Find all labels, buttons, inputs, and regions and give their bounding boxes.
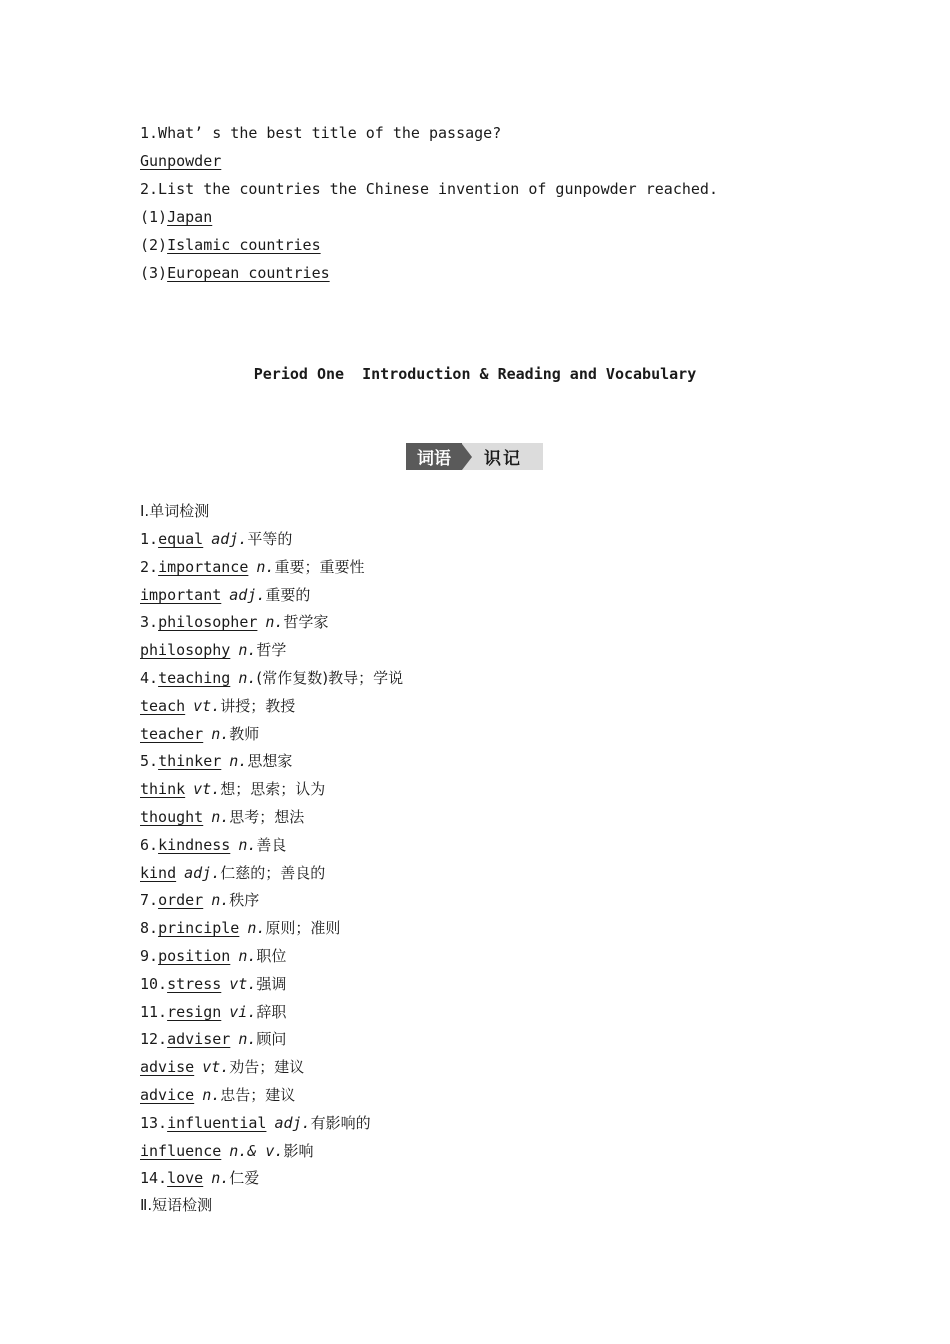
vocab-part-of-speech: adj. — [274, 1114, 311, 1132]
answer-prefix: (1) — [140, 208, 168, 226]
answer-prefix: (3) — [140, 264, 168, 282]
vocab-item — [140, 1139, 313, 1163]
answer-1-text: Gunpowder — [140, 152, 222, 170]
vocab-number: 12. — [140, 1030, 168, 1048]
answer-2-2 — [140, 233, 321, 257]
vocab-meaning: 想；思索；认为 — [220, 780, 326, 798]
question-1: 1.What’ s the best title of the passage? — [140, 124, 502, 142]
vocab-item — [140, 944, 286, 968]
vocab-part-of-speech: vt. — [193, 780, 221, 798]
vocab-item — [140, 833, 286, 857]
vocab-number: 5. — [140, 752, 159, 770]
vocab-item — [140, 1111, 371, 1135]
vocab-meaning: 平等的 — [247, 530, 293, 548]
vocab-item — [140, 638, 286, 662]
vocab-number: 9. — [140, 947, 159, 965]
vocab-number: 8. — [140, 919, 159, 937]
vocab-item — [140, 555, 364, 579]
vocab-part-of-speech: vi. — [229, 1003, 257, 1021]
vocab-word: order — [158, 891, 204, 909]
vocab-item — [140, 1027, 286, 1051]
vocab-word: teach — [140, 697, 186, 715]
vocab-part-of-speech: vt. — [193, 697, 221, 715]
vocab-word: influence — [140, 1142, 222, 1160]
vocab-item — [140, 1000, 286, 1024]
vocab-word: advice — [140, 1086, 195, 1104]
vocab-number: 14. — [140, 1169, 168, 1187]
vocab-number: 13. — [140, 1114, 168, 1132]
vocab-part-of-speech: adj. — [229, 586, 266, 604]
vocab-meaning: 辞职 — [256, 1003, 287, 1021]
vocab-word: principle — [158, 919, 240, 937]
vocab-item — [140, 749, 292, 773]
vocab-meaning: 重要的 — [265, 586, 311, 604]
vocab-word: think — [140, 780, 186, 798]
vocab-part-of-speech: n. — [238, 947, 257, 965]
vocab-part-of-speech: adj. — [211, 530, 248, 548]
vocab-meaning: 仁慈的；善良的 — [220, 864, 326, 882]
question-2: 2.List the countries the Chinese invention of gunpowder reached. — [140, 180, 718, 198]
vocab-item — [140, 777, 325, 801]
vocab-meaning: (常作复数)教导；学说 — [256, 669, 404, 687]
vocab-meaning: 职位 — [256, 947, 287, 965]
banner-arrow-icon — [462, 444, 472, 470]
vocab-part-of-speech: adj. — [184, 864, 221, 882]
vocab-meaning: 影响 — [283, 1142, 314, 1160]
vocab-number: 7. — [140, 891, 159, 909]
vocab-word: important — [140, 586, 222, 604]
answer-2-3 — [140, 261, 330, 285]
vocab-word: advise — [140, 1058, 195, 1076]
vocab-part-of-speech: n. — [265, 613, 284, 631]
vocab-meaning: 思考；想法 — [229, 808, 305, 826]
vocab-meaning: 哲学 — [256, 641, 287, 659]
vocab-item — [140, 583, 310, 607]
vocab-item — [140, 1083, 295, 1107]
vocab-number: 1. — [140, 530, 159, 548]
vocab-meaning: 讲授；教授 — [220, 697, 296, 715]
vocab-meaning: 重要；重要性 — [274, 558, 365, 576]
answer-2-1 — [140, 205, 212, 229]
vocab-word: philosophy — [140, 641, 231, 659]
vocab-word: equal — [158, 530, 204, 548]
vocab-part-of-speech: n. — [211, 1169, 230, 1187]
answer-text: Japan — [167, 208, 213, 226]
section-2-heading: Ⅱ.短语检测 — [140, 1196, 213, 1214]
vocab-meaning: 顾问 — [256, 1030, 287, 1048]
answer-text: European countries — [167, 264, 330, 282]
vocab-meaning: 哲学家 — [283, 613, 329, 631]
vocab-word: teacher — [140, 725, 204, 743]
vocab-number: 4. — [140, 669, 159, 687]
vocab-meaning: 善良 — [256, 836, 287, 854]
vocab-meaning: 强调 — [256, 975, 287, 993]
answer-1 — [140, 149, 221, 173]
vocab-word: thought — [140, 808, 204, 826]
vocab-part-of-speech: n. — [211, 891, 230, 909]
vocab-number: 6. — [140, 836, 159, 854]
vocab-part-of-speech: n. — [238, 641, 257, 659]
vocab-word: love — [167, 1169, 204, 1187]
vocab-item — [140, 972, 286, 996]
period-title: Period One Introduction & Reading and Vocabulary — [253, 365, 697, 383]
vocab-item — [140, 1055, 304, 1079]
vocab-number: 3. — [140, 613, 159, 631]
answer-text: Islamic countries — [167, 236, 321, 254]
vocab-part-of-speech: n. — [229, 752, 248, 770]
vocab-meaning: 思想家 — [247, 752, 293, 770]
vocab-meaning: 忠告；建议 — [220, 1086, 296, 1104]
vocab-word: stress — [167, 975, 222, 993]
vocab-item — [140, 694, 295, 718]
vocab-part-of-speech: n. — [256, 558, 275, 576]
section-banner — [406, 443, 543, 470]
vocab-meaning: 教师 — [229, 725, 260, 743]
vocab-part-of-speech: n. — [211, 725, 230, 743]
vocab-part-of-speech: n. — [211, 808, 230, 826]
vocab-word: adviser — [167, 1030, 231, 1048]
banner-right-label: 识记 — [484, 449, 522, 469]
vocab-item — [140, 527, 292, 551]
vocab-part-of-speech: n.& v. — [229, 1142, 284, 1160]
vocab-item — [140, 1166, 259, 1190]
vocab-word: kindness — [158, 836, 231, 854]
vocab-part-of-speech: n. — [238, 669, 257, 687]
vocab-word: resign — [167, 1003, 222, 1021]
vocab-word: philosopher — [158, 613, 258, 631]
vocab-item — [140, 666, 403, 690]
vocab-number: 2. — [140, 558, 159, 576]
vocab-meaning: 仁爱 — [229, 1169, 260, 1187]
vocab-word: thinker — [158, 752, 222, 770]
answer-prefix: (2) — [140, 236, 168, 254]
vocab-part-of-speech: n. — [238, 836, 257, 854]
vocab-part-of-speech: vt. — [202, 1058, 230, 1076]
vocab-word: kind — [140, 864, 177, 882]
vocab-word: position — [158, 947, 231, 965]
vocab-number: 11. — [140, 1003, 168, 1021]
vocab-word: importance — [158, 558, 249, 576]
vocab-meaning: 秩序 — [229, 891, 260, 909]
vocab-item — [140, 610, 328, 634]
vocab-item — [140, 916, 340, 940]
vocab-meaning: 有影响的 — [310, 1114, 371, 1132]
vocab-part-of-speech: vt. — [229, 975, 257, 993]
vocab-part-of-speech: n. — [202, 1086, 221, 1104]
section-1-heading: Ⅰ.单词检测 — [140, 502, 210, 520]
vocab-word: teaching — [158, 669, 231, 687]
vocab-item — [140, 861, 325, 885]
banner-left-label: 词语 — [406, 443, 462, 470]
vocab-meaning: 劝告；建议 — [229, 1058, 305, 1076]
vocab-number: 10. — [140, 975, 168, 993]
vocab-item — [140, 888, 259, 912]
vocab-part-of-speech: n. — [238, 1030, 257, 1048]
vocab-meaning: 原则；准则 — [265, 919, 341, 937]
vocab-item — [140, 805, 304, 829]
vocab-part-of-speech: n. — [247, 919, 266, 937]
vocab-item — [140, 722, 259, 746]
vocab-word: influential — [167, 1114, 267, 1132]
